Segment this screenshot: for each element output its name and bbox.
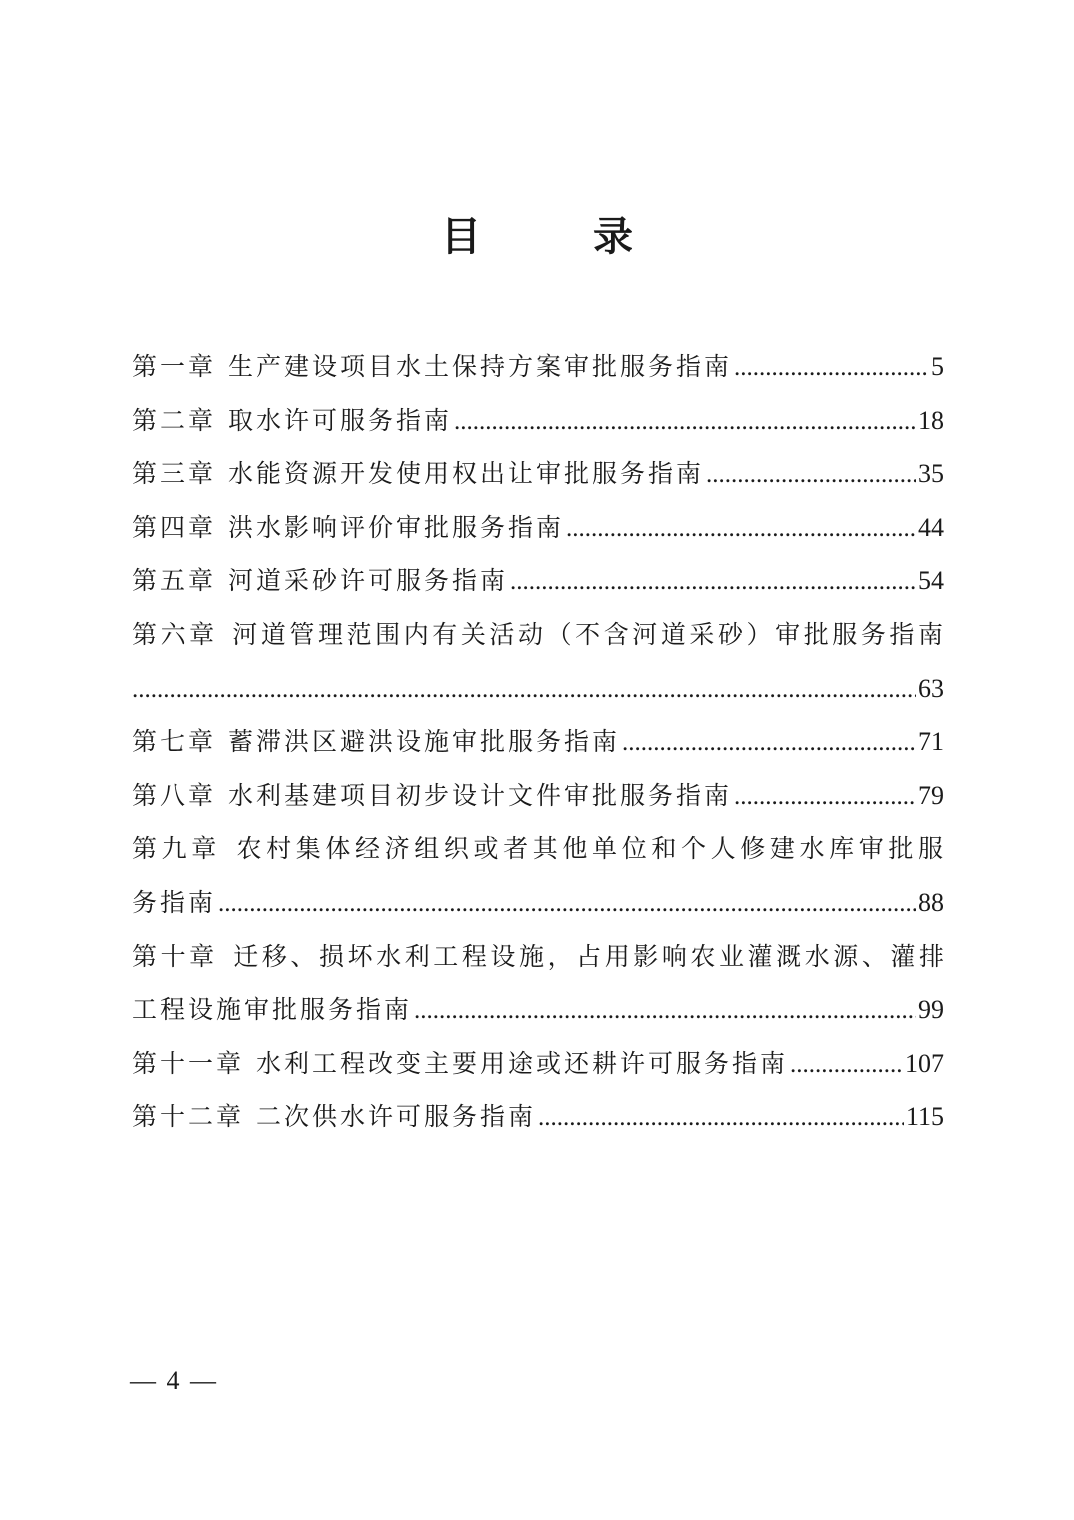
- toc-page-number: 79: [918, 780, 944, 810]
- dot-leader: [454, 395, 916, 448]
- toc-chapter-label: 第十一章: [132, 1048, 245, 1078]
- toc-entry-3[interactable]: [132, 447, 944, 501]
- toc-entry-9[interactable]: [132, 822, 944, 929]
- toc-entry-12[interactable]: [132, 1090, 944, 1144]
- toc-chapter-title: 取水许可服务指南: [228, 405, 453, 435]
- toc-entry-11[interactable]: [132, 1037, 944, 1091]
- toc-chapter-label: 第一章: [132, 352, 217, 381]
- dot-leader: [734, 341, 929, 394]
- toc-page-number: 63: [918, 673, 944, 703]
- toc-chapter-label: 第八章: [132, 780, 217, 810]
- toc-chapter-label: 第四章: [132, 512, 217, 542]
- toc-entry-4[interactable]: [132, 501, 944, 555]
- toc-entry-7[interactable]: [132, 715, 944, 769]
- toc-chapter-title: 农村集体经济组织或者其他单位和个人修建水库审批服: [232, 834, 944, 864]
- toc-page-number: 35: [918, 459, 944, 489]
- toc-chapter-label: 第二章: [132, 405, 217, 435]
- toc-entry-6[interactable]: [132, 608, 944, 715]
- toc-chapter-title: 河道采砂许可服务指南: [228, 566, 509, 596]
- toc-chapter-title: 二次供水许可服务指南: [256, 1102, 537, 1132]
- table-of-contents: [132, 340, 944, 1144]
- dot-leader: [622, 716, 916, 769]
- toc-chapter-label: 第十章: [132, 941, 218, 971]
- toc-chapter-title: 蓄滞洪区避洪设施审批服务指南: [228, 727, 621, 757]
- dot-leader: [414, 984, 916, 1037]
- dot-leader: [734, 770, 916, 823]
- toc-chapter-label: 第五章: [132, 566, 217, 596]
- toc-page-number: 71: [918, 727, 944, 757]
- page-title: 目 录: [441, 213, 669, 260]
- toc-entry-5[interactable]: [132, 554, 944, 608]
- toc-page-number: 115: [905, 1102, 944, 1132]
- toc-entry-10[interactable]: [132, 930, 944, 1037]
- dot-leader: [538, 1091, 904, 1144]
- toc-chapter-label: 第九章: [132, 834, 221, 864]
- dot-leader: [218, 877, 916, 930]
- toc-chapter-title: 水利工程改变主要用途或还耕许可服务指南: [256, 1048, 789, 1078]
- toc-chapter-title: 迁移、损坏水利工程设施，占用影响农业灌溉水源、灌排: [229, 941, 944, 971]
- toc-chapter-title: 洪水影响评价审批服务指南: [228, 512, 565, 542]
- toc-chapter-label: 第七章: [132, 727, 217, 757]
- toc-page-number: 107: [905, 1048, 944, 1078]
- page-number-footer: — 4 —: [130, 1366, 218, 1395]
- dot-leader: [706, 448, 916, 501]
- toc-chapter-title: 河道管理范围内有关活动（不含河道采砂）审批服务指南: [229, 619, 944, 649]
- toc-page-number: 54: [918, 566, 944, 596]
- toc-chapter-label: 第六章: [132, 619, 218, 649]
- toc-page-number: 18: [918, 405, 944, 435]
- dot-leader: [510, 555, 916, 608]
- toc-page-number: 88: [918, 887, 944, 917]
- toc-entry-8[interactable]: [132, 769, 944, 823]
- toc-chapter-title: 水利基建项目初步设计文件审批服务指南: [228, 780, 733, 810]
- toc-entry-2[interactable]: [132, 394, 944, 448]
- toc-chapter-label: 第三章: [132, 459, 217, 489]
- dot-leader: [566, 502, 916, 555]
- toc-chapter-title: 水能资源开发使用权出让审批服务指南: [228, 459, 705, 489]
- toc-chapter-title-continued: 工程设施审批服务指南: [132, 995, 413, 1025]
- dot-leader: [132, 663, 916, 716]
- toc-page-number: 99: [918, 995, 944, 1025]
- toc-chapter-title: 生产建设项目水土保持方案审批服务指南: [228, 352, 733, 381]
- toc-entry-1[interactable]: [132, 340, 944, 394]
- toc-chapter-title-continued: 务指南: [132, 887, 217, 917]
- dot-leader: [790, 1038, 903, 1091]
- toc-page-number: 5: [931, 352, 944, 381]
- toc-page-number: 44: [918, 512, 944, 542]
- toc-chapter-label: 第十二章: [132, 1102, 245, 1132]
